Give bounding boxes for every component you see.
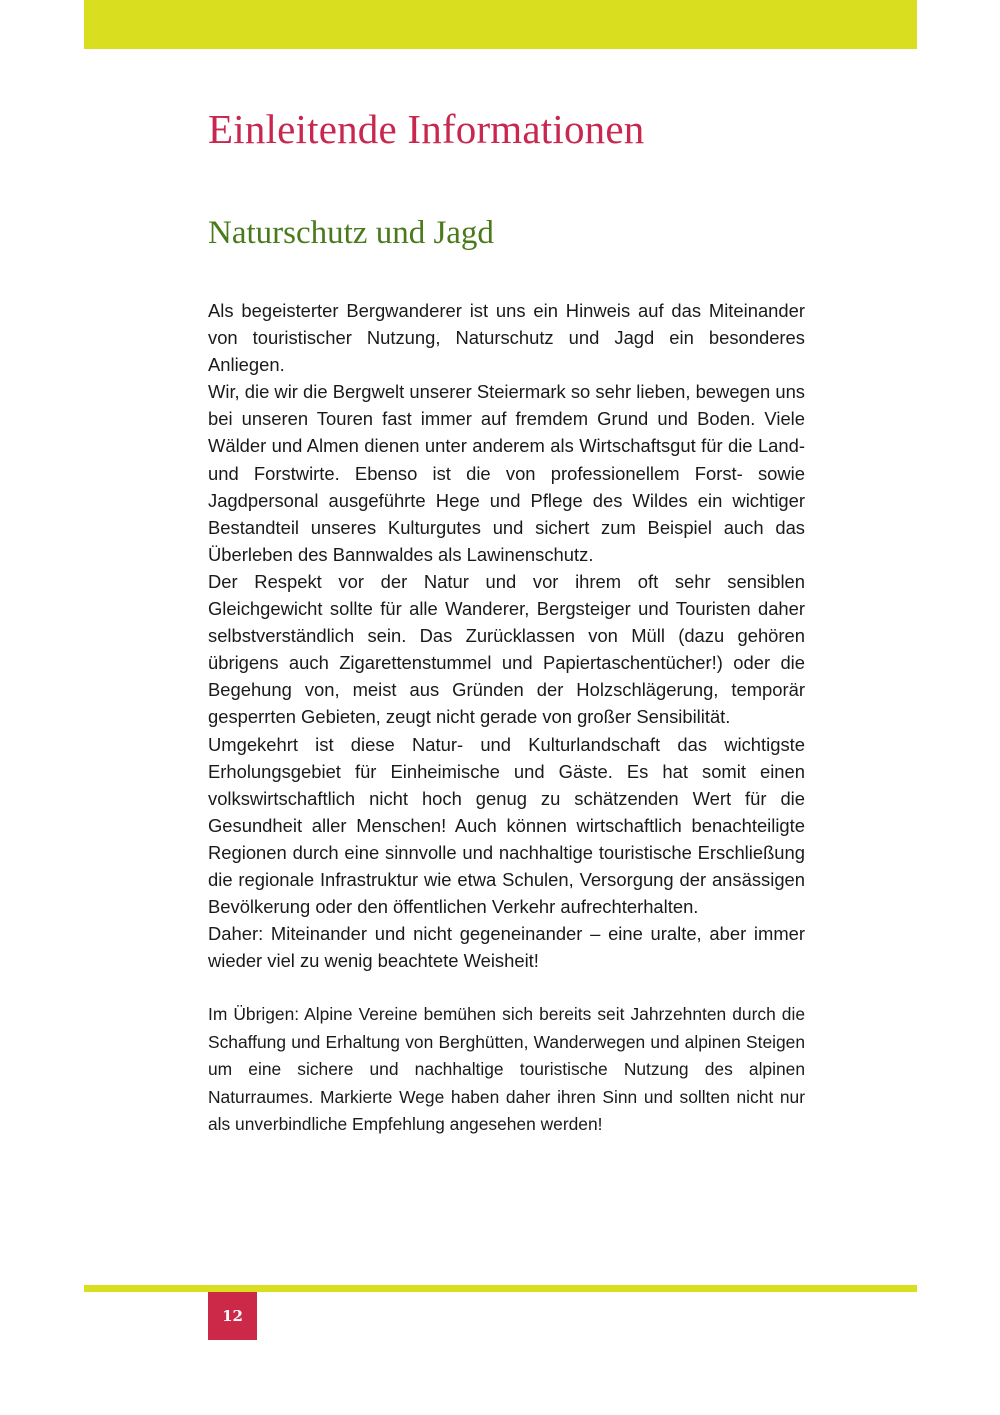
page-number-badge: 12: [208, 1292, 257, 1340]
closing-text: [208, 1001, 805, 1139]
page-title: Einleitende Informationen: [208, 106, 645, 152]
paragraph-intro: Als begeisterter Bergwanderer ist uns ein Hinweis auf das Miteinander von touristischer Nutzung, Naturschutz und Jagd ein besonderes Anliegen.: [208, 300, 805, 376]
paragraph-respekt: Der Respekt vor der Natur und vor ihrem oft sehr sensiblen Gleichgewicht sollte für alle Wanderer, Bergsteiger und Touristen daher selbstverständlich sein. Das Zurücklassen von Müll (dazu gehören übrigens auch Zigarettenstummel und Papiertaschentücher!) oder die Begehung von, meist aus Gründen der Holzschlägerung, temporär gesperrten Gebieten, zeugt nicht gerade von großer Sensibilität.: [208, 570, 805, 728]
bottom-accent-rule: [84, 1285, 917, 1292]
paragraph-bergwelt: Wir, die wir die Bergwelt unserer Steiermark so sehr lieben, bewegen uns bei unseren Touren fast immer auf fremdem Grund und Boden. Viele Wälder und Almen dienen unter anderem als Wirtschaftsgut für die Land- und Forstwirte. Ebenso ist die von professionellem Forst- sowie Jagdpersonal ausgeführte Hege und Pflege des Wildes ein wichtiger Bestandteil unseres Kulturgutes und sichert zum Beispiel auch das Überleben des Bannwaldes als Lawinenschutz.: [208, 381, 805, 565]
section-title: Naturschutz und Jagd: [208, 215, 494, 251]
paragraph-erholung: Umgekehrt ist diese Natur- und Kulturlandschaft das wichtigste Erholungsgebiet für Einheimische und Gäste. Es hat somit einen volkswirtschaftlich nicht hoch genug zu schätzenden Wert für die Gesundheit aller Menschen! Auch können wirtschaftlich benachteiligte Regionen durch eine sinnvolle und nachhaltige touristische Erschließung die regionale Infrastruktur wie etwa Schulen, Versorgung der ansässigen Bevölkerung oder den öffentlichen Verkehr aufrechterhalten.: [208, 733, 805, 918]
page-content: [208, 100, 805, 1139]
paragraph-miteinander: Daher: Miteinander und nicht gegeneinander – eine uralte, aber immer wieder viel zu wenig beachtete Weisheit!: [208, 923, 805, 972]
body-text: [208, 297, 805, 974]
top-accent-bar: [84, 0, 917, 49]
paragraph-alpine-vereine: Im Übrigen: Alpine Vereine bemühen sich bereits seit Jahrzehnten durch die Schaffung und Erhaltung von Berghütten, Wanderwegen und alpinen Steigen um eine sichere und nachhaltige touristische Nutzung des alpinen Naturraumes. Markierte Wege haben daher ihren Sinn und sollten nicht nur als unverbindliche Empfehlung angesehen werden!: [208, 1004, 805, 1135]
